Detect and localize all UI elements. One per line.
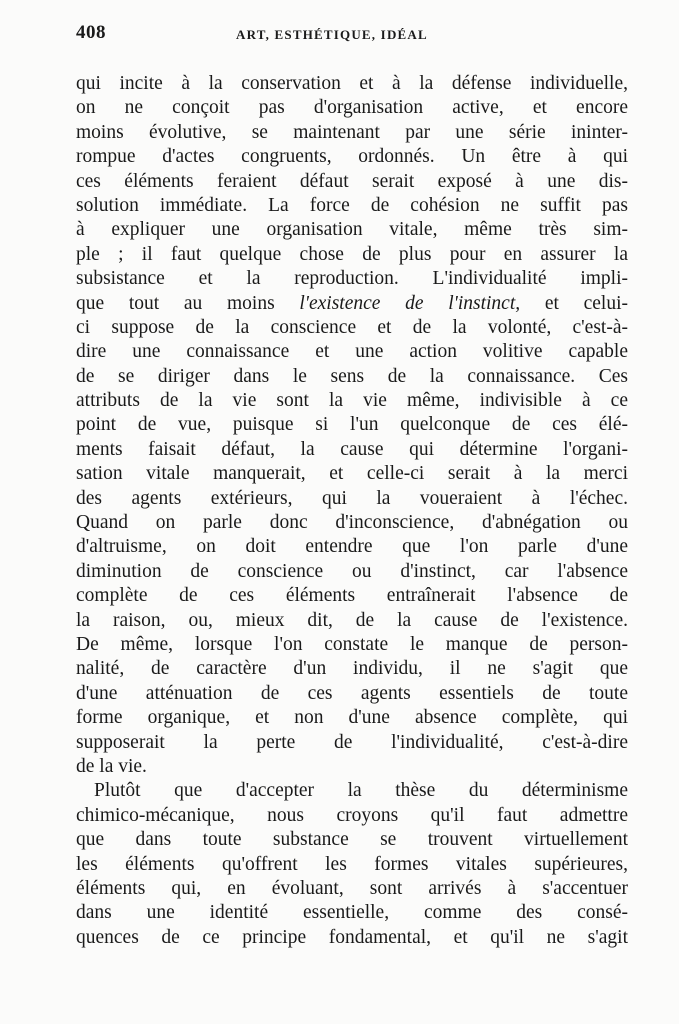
text-line: ces éléments feraient défaut serait exposé à une dis-: [76, 170, 628, 192]
paragraph: [76, 779, 628, 950]
page-number: 408: [76, 22, 106, 43]
paragraph: [76, 72, 628, 779]
text-line: ments faisait défaut, la cause qui détermine l'organi-: [76, 438, 628, 460]
text-line: que dans toute substance se trouvent virtuellement: [76, 829, 628, 851]
text-line: diminution de conscience ou d'instinct, car l'absence: [76, 560, 628, 582]
text-line: à expliquer une organisation vitale, même très sim-: [76, 219, 628, 241]
text-line: dire une connaissance et une action volitive capable: [76, 341, 628, 363]
running-title: ART, ESTHÉTIQUE, IDÉAL: [236, 27, 428, 42]
page-header: [76, 22, 636, 48]
text-line: éléments qui, en évoluant, sont arrivés à s'accentuer: [76, 877, 628, 899]
text-line: supposerait la perte de l'individualité, c'est-à-dire: [76, 731, 628, 753]
text-line: d'altruisme, on doit entendre que l'on parle d'une: [76, 536, 628, 558]
text-line: solution immédiate. La force de cohésion ne suffit pas: [76, 194, 628, 216]
text-line: point de vue, puisque si l'un quelconque de ces élé-: [76, 414, 628, 436]
text-line: ple ; il faut quelque chose de plus pour en assurer la: [76, 243, 628, 265]
italic-phrase: l'existence de l'instinct,: [299, 292, 521, 314]
text-line: sation vitale manquerait, et celle-ci serait à la merci: [76, 463, 628, 485]
text-line: on ne conçoit pas d'organisation active, et encore: [76, 97, 628, 119]
text-line: nalité, de caractère d'un individu, il ne s'agit que: [76, 658, 628, 680]
text-line: de la vie.: [76, 755, 147, 777]
text-line: quences de ce principe fondamental, et qu'il ne s'agit: [76, 926, 628, 948]
text-line: qui incite à la conservation et à la défense individuelle,: [76, 73, 628, 94]
text-line: d'une atténuation de ces agents essentiels de toute: [76, 682, 628, 704]
body-text: [76, 72, 628, 950]
text-line: Quand on parle donc d'inconscience, d'abnégation ou: [76, 512, 628, 534]
text-line: complète de ces éléments entraînerait l'absence de: [76, 585, 628, 607]
text-line: la raison, ou, mieux dit, de la cause de l'existence.: [76, 609, 628, 631]
text-line: subsistance et la reproduction. L'individualité impli-: [76, 268, 628, 290]
text-line: dans une identité essentielle, comme des consé-: [76, 902, 628, 924]
text-line: de se diriger dans le sens de la connaissance. Ces: [76, 365, 628, 387]
text-line: des agents extérieurs, qui la voueraient à l'échec.: [76, 487, 628, 509]
text-line: chimico-mécanique, nous croyons qu'il faut admettre: [76, 804, 628, 826]
text-line: ci suppose de la conscience et de la volonté, c'est-à-: [76, 316, 628, 338]
text-line: moins évolutive, se maintenant par une série ininter-: [76, 121, 628, 143]
text-line: attributs de la vie sont la vie même, indivisible à ce: [76, 390, 628, 412]
text-line: que tout au moins l'existence de l'instinct, et celui-: [76, 292, 628, 314]
text-line: les éléments qu'offrent les formes vitales supérieures,: [76, 853, 628, 875]
text-line: rompue d'actes congruents, ordonnés. Un être à qui: [76, 146, 628, 168]
text-line: forme organique, et non d'une absence complète, qui: [76, 707, 628, 729]
text-line: Plutôt que d'accepter la thèse du déterminisme: [94, 780, 628, 802]
text-line: De même, lorsque l'on constate le manque de person-: [76, 633, 628, 655]
